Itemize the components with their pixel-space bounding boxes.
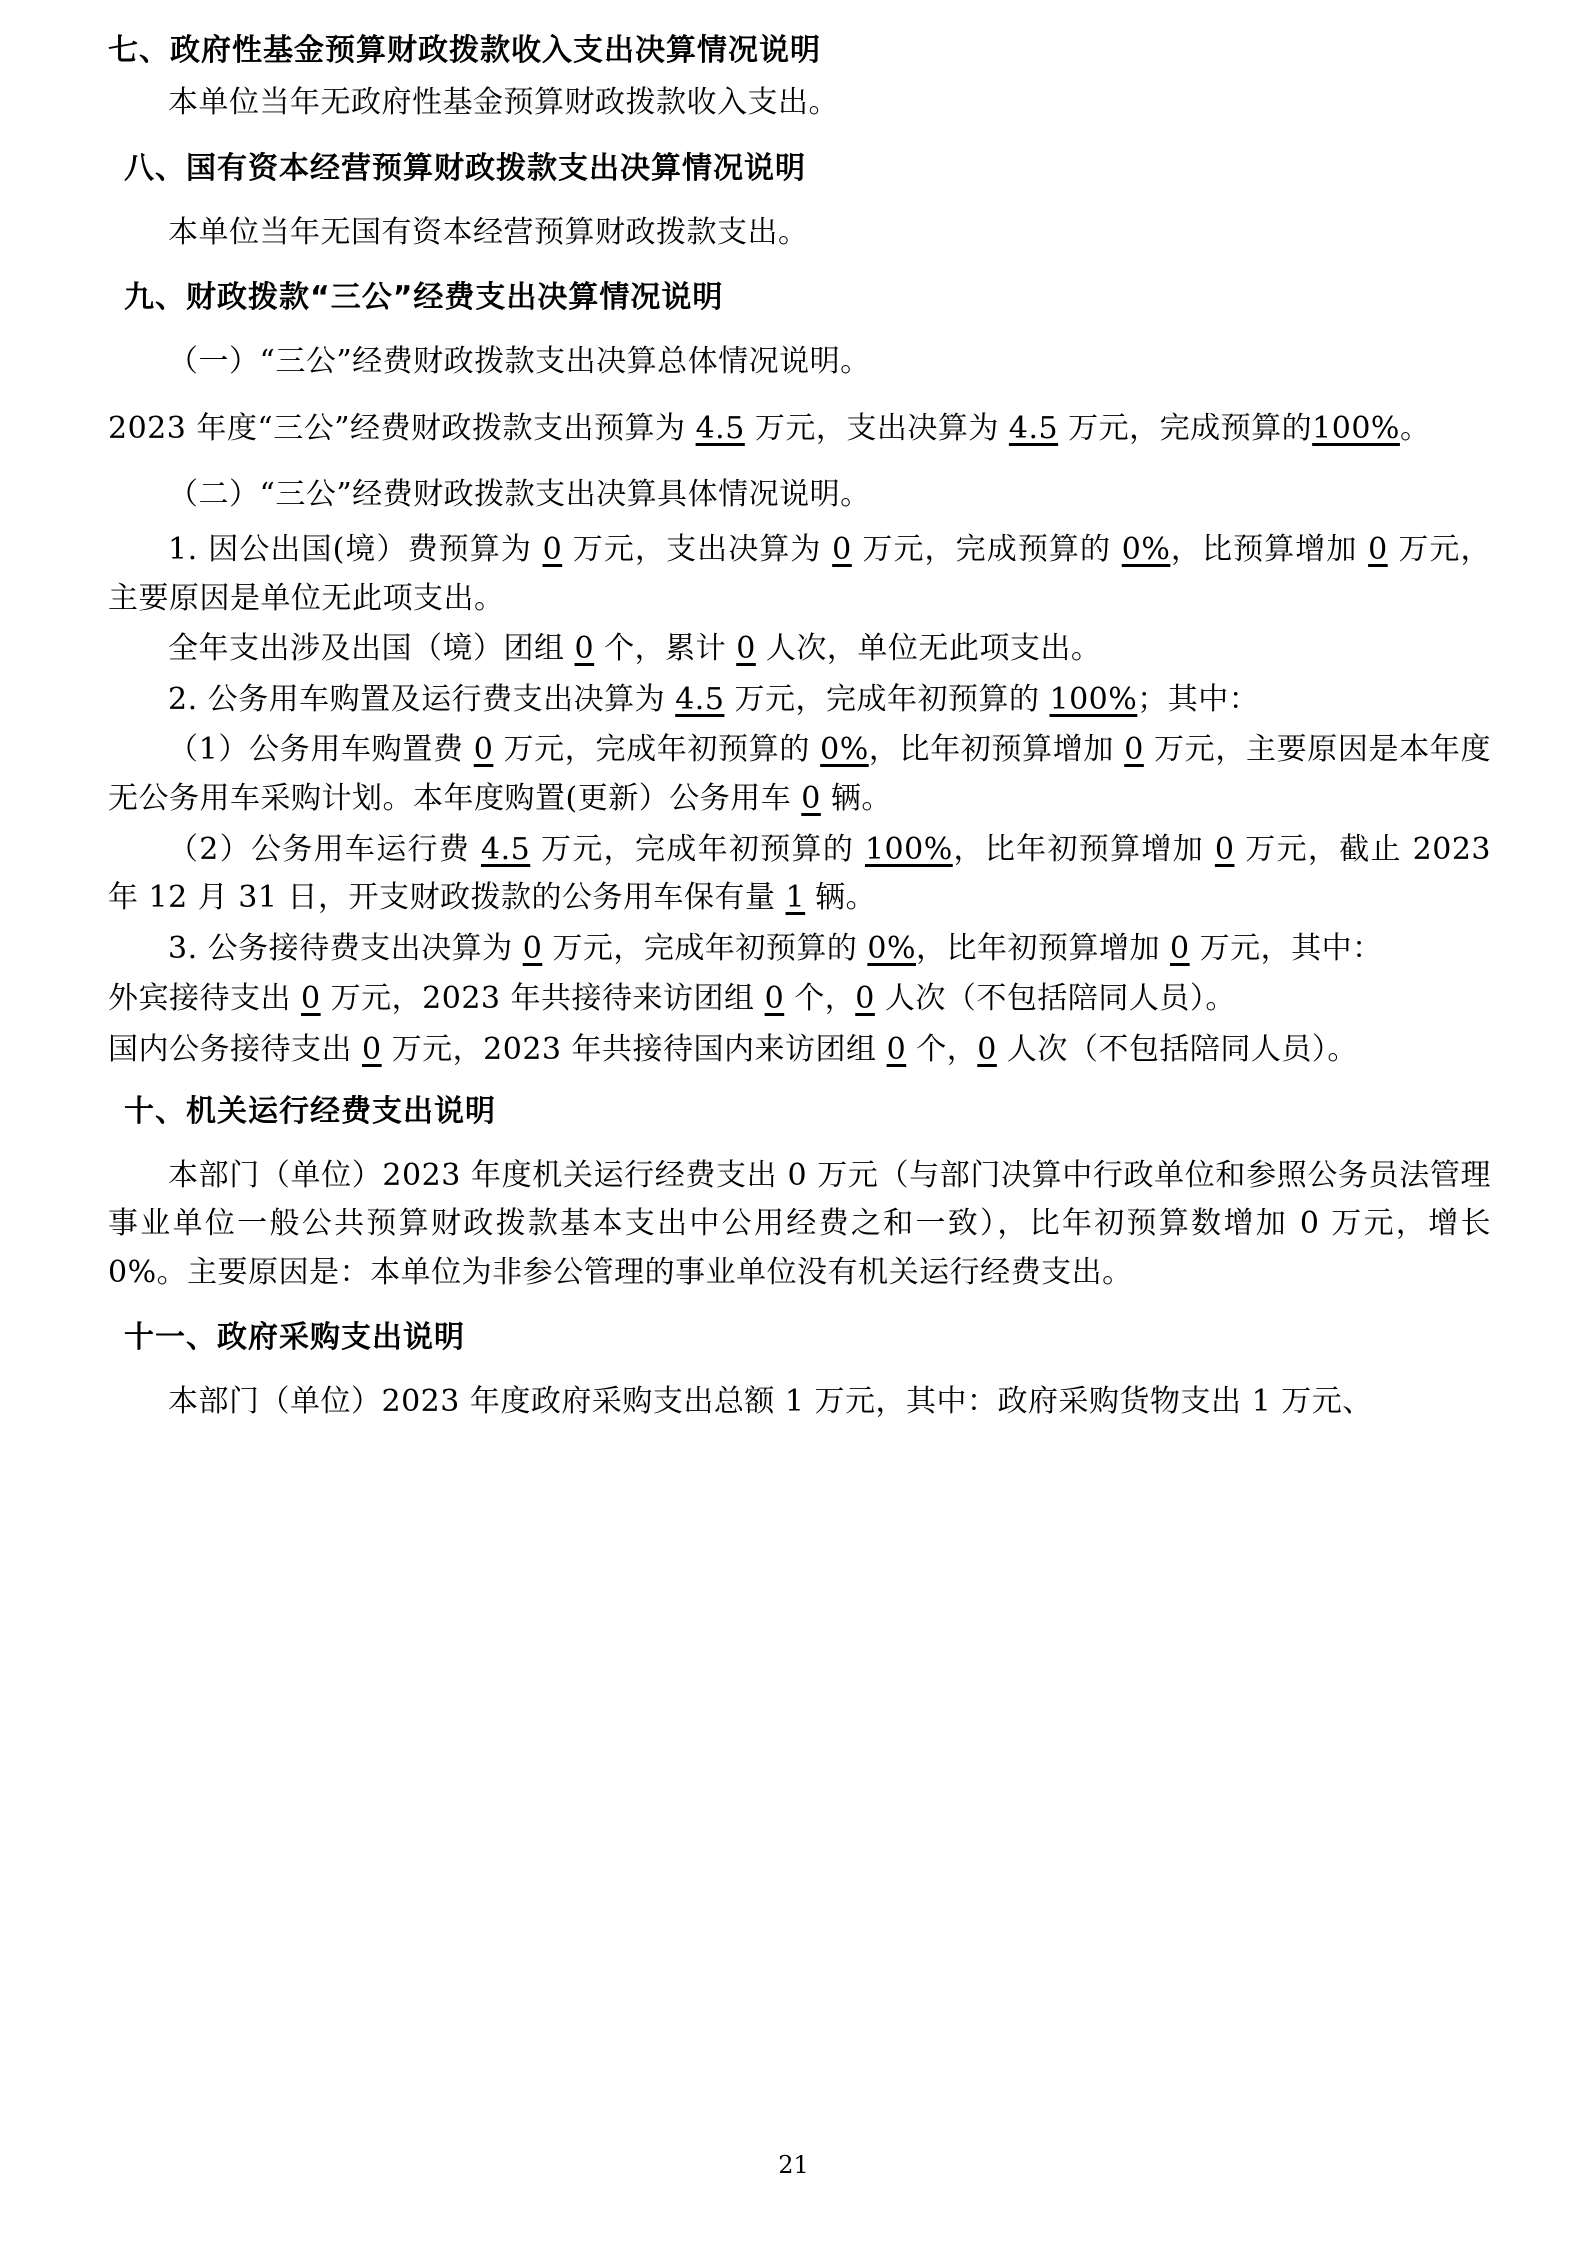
heading-section-11: 十一、政府采购支出说明 [124,1320,465,1356]
text-9-1-a: 2023 年度“三公”经费财政拨款支出预算为 [108,410,696,446]
text-item2-2-d: 万元，截止 2023 年 12 月 31 日，开支财政拨款的公务用车保有量 [108,831,1492,916]
text-item1-d: ，比预算增加 [1170,531,1369,567]
page-number: 21 [778,2151,809,2179]
value-vehicle-operating-percent: 100% [864,831,953,867]
value-vehicle-purchase: 0 [473,732,494,768]
value-foreign-groups: 0 [764,981,785,1017]
paragraph-section-10: 本部门（单位）2023 年度机关运行经费支出 0 万元（与部门决算中行政单位和参照公务员法管理事业单位一般公共预算财政拨款基本支出中公用经费之和一致），比年初预算数增加 0 万元，增长 0%。主要原因是：本单位为非参公管理的事业单位没有机关运行经费支出。 [108,1157,1491,1290]
text-item3-l2-c: 个， [784,981,856,1017]
text-item1-l2-c: 人次，单位无此项支出。 [755,631,1102,667]
text-item3-l3-a: 国内公务接待支出 [108,1031,363,1067]
value-reception-percent: 0% [867,930,916,966]
text-9-1-b: 万元，支出决算为 [744,410,1009,446]
value-vehicle-count: 1 [785,880,806,916]
text-item3-l2-d: 人次（不包括陪同人员）。 [874,981,1236,1017]
heading-section-7: 七、政府性基金预算财政拨款收入支出决算情况说明 [108,33,821,68]
text-item1-a: 1. 因公出国(境）费预算为 [168,531,543,567]
value-vehicle-operating: 4.5 [481,831,531,867]
text-item1-e: 万元，主要原因是单位无此项支出。 [108,531,1491,616]
paragraph-9-2-item2 [108,676,1491,725]
text-item2-2-a: （2）公务用车运行费 [168,831,481,867]
text-item2-1-e: 辆。 [820,780,892,816]
paragraph-section-11: 本部门（单位）2023 年度政府采购支出总额 1 万元，其中：政府采购货物支出 1 万元、 [168,1384,1373,1420]
paragraph-section-8: 本单位当年无国有资本经营预算财政拨款支出。 [168,214,809,250]
value-foreign-reception: 0 [301,981,321,1017]
value-abroad-budget: 0 [542,531,563,567]
text-item3-l2-b: 万元，2023 年共接待来访团组 [320,981,765,1017]
paragraph-9-1-body [108,405,1491,454]
text-item2-1-b: 万元，完成年初预算的 [493,732,821,768]
text-item3-a: 3. 公务接待费支出决算为 [168,930,523,966]
text-item2-2-e: 辆。 [805,880,877,916]
subheading-9-2: （二）“三公”经费财政拨款支出决算具体情况说明。 [168,477,871,513]
value-vehicle-total: 4.5 [675,681,725,717]
value-abroad-increase: 0 [1368,531,1388,567]
value-domestic-reception: 0 [362,1031,382,1067]
value-3gong-budget: 4.5 [695,410,745,446]
paragraph-9-2-item3-line2 [108,975,1491,1024]
text-item3-l2-a: 外宾接待支出 [108,981,302,1017]
value-3gong-percent: 100% [1312,410,1400,446]
text-item2-1-a: （1）公务用车购置费 [168,732,474,768]
paragraph-9-2-item3 [108,925,1491,974]
text-item1-c: 万元，完成预算的 [851,531,1122,567]
value-3gong-final: 4.5 [1008,410,1059,446]
value-foreign-persons: 0 [855,981,875,1017]
value-vehicle-percent: 100% [1049,681,1138,717]
text-item2-1-c: ，比年初预算增加 [868,732,1125,768]
paragraph-9-2-item1-line2 [108,625,1491,674]
paragraph-9-2-item2-1 [108,726,1491,823]
value-reception-increase: 0 [1170,930,1190,966]
value-reception-total: 0 [522,930,543,966]
value-abroad-groups: 0 [574,631,595,667]
heading-section-10: 十、机关运行经费支出说明 [124,1093,496,1129]
heading-section-8: 八、国有资本经营预算财政拨款支出决算情况说明 [124,150,806,186]
paragraph-9-2-item2-2 [108,826,1491,923]
text-item3-b: 万元，完成年初预算的 [542,930,868,966]
subheading-9-1: （一）“三公”经费财政拨款支出决算总体情况说明。 [168,344,871,380]
text-item2-a: 2. 公务用车购置及运行费支出决算为 [168,681,676,717]
text-item2-1-d: 万元，主要原因是本年度无公务用车采购计划。本年度购置(更新）公务用车 [108,732,1491,816]
value-domestic-persons: 0 [977,1031,997,1067]
value-abroad-percent: 0% [1121,531,1171,567]
text-9-1-d: 。 [1399,410,1431,446]
paragraph-section-7: 本单位当年无政府性基金预算财政拨款收入支出。 [168,85,839,120]
value-domestic-groups: 0 [886,1031,907,1067]
text-item1-b: 万元，支出决算为 [562,531,833,567]
text-item2-b: 万元，完成年初预算的 [724,681,1050,717]
text-item3-l3-c: 个， [906,1031,978,1067]
text-item3-c: ，比年初预算增加 [915,930,1171,966]
text-item1-l2-a: 全年支出涉及出国（境）团组 [168,631,575,667]
value-abroad-persons: 0 [736,631,756,667]
text-9-1-c: 万元，完成预算的 [1058,410,1313,446]
text-item1-l2-b: 个，累计 [594,631,737,667]
value-abroad-final: 0 [832,531,852,567]
paragraph-9-2-item3-line3 [108,1026,1491,1075]
heading-section-9: 九、财政拨款“三公”经费支出决算情况说明 [124,280,724,316]
value-vehicle-purchase-increase: 0 [1124,732,1144,768]
text-item2-2-b: 万元，完成年初预算的 [530,831,865,867]
value-vehicle-purchase-count: 0 [801,780,821,816]
text-item3-l3-d: 人次（不包括陪同人员）。 [996,1031,1358,1067]
value-vehicle-operating-increase: 0 [1214,831,1235,867]
paragraph-9-2-item1 [108,526,1491,623]
text-item3-d: 万元，其中： [1189,930,1383,966]
text-item2-2-c: ，比年初预算增加 [952,831,1215,867]
text-item3-l3-b: 万元，2023 年共接待国内来访团组 [381,1031,887,1067]
value-vehicle-purchase-percent: 0% [820,732,869,768]
text-item2-c: ；其中： [1137,681,1260,717]
